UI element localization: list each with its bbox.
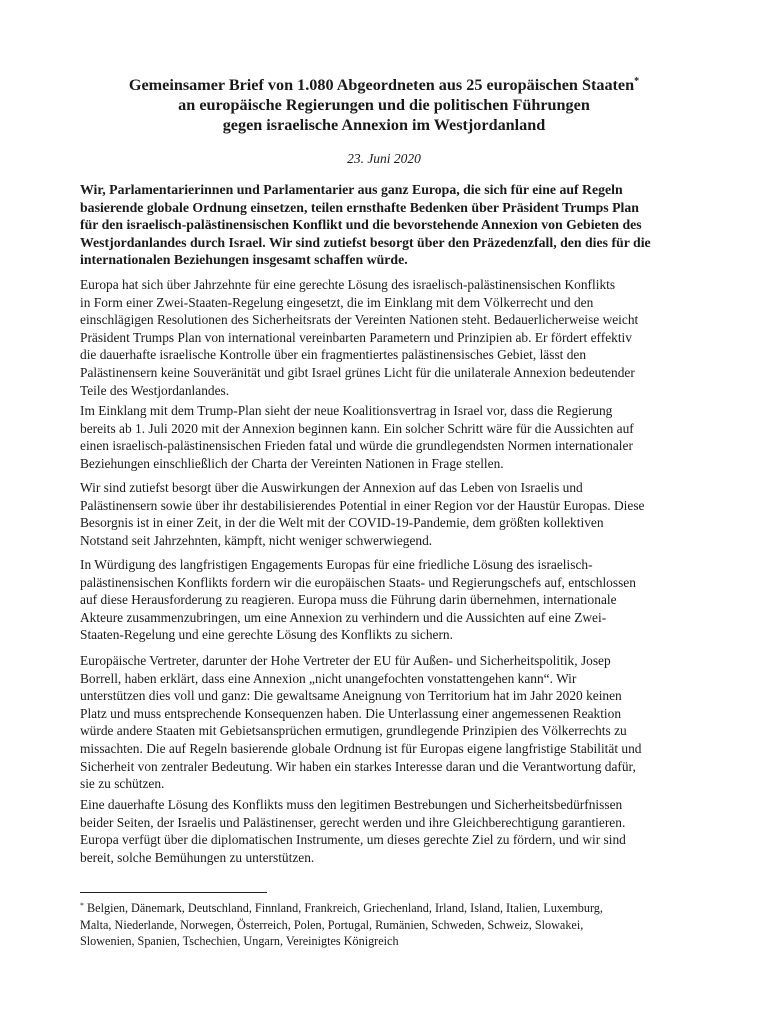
paragraph-line: Wir sind zutiefst besorgt über die Auswirkungen der Annexion auf das Leben von Israelis und <box>80 480 583 495</box>
paragraph-line: Staaten-Regelung und eine gerechte Lösung des Konflikts zu sichern. <box>80 627 453 643</box>
paragraph-line: Sicherheit von zentraler Bedeutung. Wir haben ein starkes Interesse daran und die Verantwortung dafür, <box>80 758 636 774</box>
title-line-1 <box>80 75 688 95</box>
body-paragraph-4 <box>80 556 692 644</box>
paragraph-line: Europäische Vertreter, darunter der Hohe Vertreter der EU für Außen- und Sicherheitspolitik, Josep <box>80 653 611 668</box>
paragraph-line: Beziehungen einschließlich der Charta der Vereinten Nationen in Frage stellen. <box>80 455 504 471</box>
body-paragraph-6 <box>80 796 692 866</box>
paragraph-line: auf diese Herausforderung zu reagieren. Europa muss die Führung darin übernehmen, internationale <box>80 592 617 608</box>
paragraph-line: In Würdigung des langfristigen Engagements Europas für eine friedliche Lösung des israelisch- <box>80 557 593 572</box>
paragraph-line: in Form einer Zwei-Staaten-Regelung eingesetzt, die im Einklang mit dem Völkerrecht und den <box>80 294 594 310</box>
footnote-line-text: Belgien, Dänemark, Deutschland, Finnland, Frankreich, Griechenland, Irland, Island, Italien, Luxemburg, <box>84 901 603 915</box>
lead-paragraph <box>80 181 692 269</box>
paragraph-line: sie zu schützen. <box>80 776 165 792</box>
paragraph-line: die dauerhafte israelische Kontrolle über ein fragmentiertes palästinensisches Gebiet, lässt den <box>80 347 587 363</box>
lead-line: Wir, Parlamentarierinnen und Parlamentarier aus ganz Europa, die sich für eine auf Regeln <box>80 182 623 197</box>
footnote-marker: * <box>80 901 84 910</box>
paragraph-line: bereit, solche Bemühungen zu unterstützen. <box>80 849 315 865</box>
paragraph-line: Platz und muss entsprechende Konsequenzen haben. Die Unterlassung einer angemessenen Reaktion <box>80 705 622 721</box>
footnote-divider <box>80 892 267 893</box>
lead-line: Westjordanlandes durch Israel. Wir sind zutiefst besorgt über den Präzedenzfall, den dies für die <box>80 234 651 250</box>
paragraph-line: bereits ab 1. Juli 2020 mit der Annexion beginnen kann. Ein solcher Schritt wäre für die Aussichten auf <box>80 420 634 436</box>
paragraph-line: Besorgnis ist in einer Zeit, in der die Welt mit der COVID-19-Pandemie, dem größten kollektiven <box>80 515 604 531</box>
paragraph-line: Palästinensern keine Souveränität und gibt Israel grünes Licht für die unilaterale Annexion bedeutender <box>80 364 635 380</box>
body-paragraph-1 <box>80 276 692 399</box>
lead-line: für den israelisch-palästinensischen Konflikt und die bevorstehende Annexion von Gebieten des <box>80 217 642 232</box>
paragraph-line: Teile des Westjordanlandes. <box>80 382 230 398</box>
paragraph-line: einen israelisch-palästinensischen Frieden fatal und würde die grundlegendsten Normen internationaler <box>80 438 633 454</box>
title-footnote-marker: * <box>634 76 640 87</box>
title-line-1-text: Gemeinsamer Brief von 1.080 Abgeordneten aus 25 europäischen Staaten <box>128 76 635 94</box>
paragraph-line: Notstand seit Jahrzehnten, kämpft, nicht weniger schwerwiegend. <box>80 532 433 548</box>
letter-date: 23. Juni 2020 <box>347 151 421 166</box>
paragraph-line: Im Einklang mit dem Trump-Plan sieht der neue Koalitionsvertrag in Israel vor, dass die Regierung <box>80 403 613 418</box>
title-line-3: gegen israelische Annexion im Westjordanland <box>222 116 546 134</box>
title-line-2: an europäische Regierungen und die politischen Führungen <box>178 96 590 114</box>
body-paragraph-5 <box>80 652 692 793</box>
paragraph-line: Akteure zusammenzubringen, um eine Annexion zu verhindern und die Aussichten auf eine Zwei- <box>80 609 607 625</box>
lead-line: internationalen Beziehungen insgesamt schaffen würde. <box>80 252 408 267</box>
paragraph-line: missachten. Die auf Regeln basierende globale Ordnung ist für Europas eigene langfristige Stabilität und <box>80 740 642 756</box>
footnote-line: Malta, Niederlande, Norwegen, Österreich, Polen, Portugal, Rumänien, Schweden, Schweiz, Slowakei, <box>80 917 584 932</box>
lead-line: basierende globale Ordnung einsetzen, teilen ernsthafte Bedenken über Präsident Trumps Plan <box>80 199 639 215</box>
body-paragraph-3 <box>80 479 692 549</box>
footnote-line <box>80 900 692 917</box>
letter-title <box>80 75 688 135</box>
paragraph-line: Borrell, haben erklärt, dass eine Annexion „nicht unangefochten vonstattengehen kann“. Wir <box>80 670 577 686</box>
paragraph-line: palästinensischen Konflikts fordern wir die europäischen Staats- und Regierungschefs auf, entschlossen <box>80 574 636 590</box>
footnote <box>80 900 692 950</box>
paragraph-line: Europa hat sich über Jahrzehnte für eine gerechte Lösung des israelisch-palästinensischen Konflikts <box>80 277 616 292</box>
footnote-line: Slowenien, Spanien, Tschechien, Ungarn, Vereinigtes Königreich <box>80 934 399 948</box>
paragraph-line: Präsident Trumps Plan von international vereinbarten Parametern und Prinzipien ab. Er fördert effektiv <box>80 329 632 345</box>
paragraph-line: Eine dauerhafte Lösung des Konflikts muss den legitimen Bestrebungen und Sicherheitsbedürfnissen <box>80 797 623 812</box>
paragraph-line: einschlägigen Resolutionen des Sicherheitsrats der Vereinten Nationen steht. Bedauerlicherweise weicht <box>80 312 639 328</box>
paragraph-line: würde andere Staaten mit Gebietsansprüchen ermutigen, grundlegende Prinzipien des Völkerrechts zu <box>80 723 627 739</box>
paragraph-line: Europa verfügt über die diplomatischen Instrumente, um dieses gerechte Ziel zu fördern, und wir sind <box>80 832 626 848</box>
paragraph-line: unterstützen dies voll und ganz: Die gewaltsame Aneignung von Territorium hat im Jahr 2020 keinen <box>80 688 622 704</box>
paragraph-line: Palästinensern sowie über ihr destabilisierendes Potential in einer Region vor der Haustür Europas. Diese <box>80 497 645 513</box>
paragraph-line: beider Seiten, der Israelis und Palästinenser, gerecht werden und ihre Gleichberechtigung garantieren. <box>80 814 626 830</box>
body-paragraph-2 <box>80 402 692 472</box>
